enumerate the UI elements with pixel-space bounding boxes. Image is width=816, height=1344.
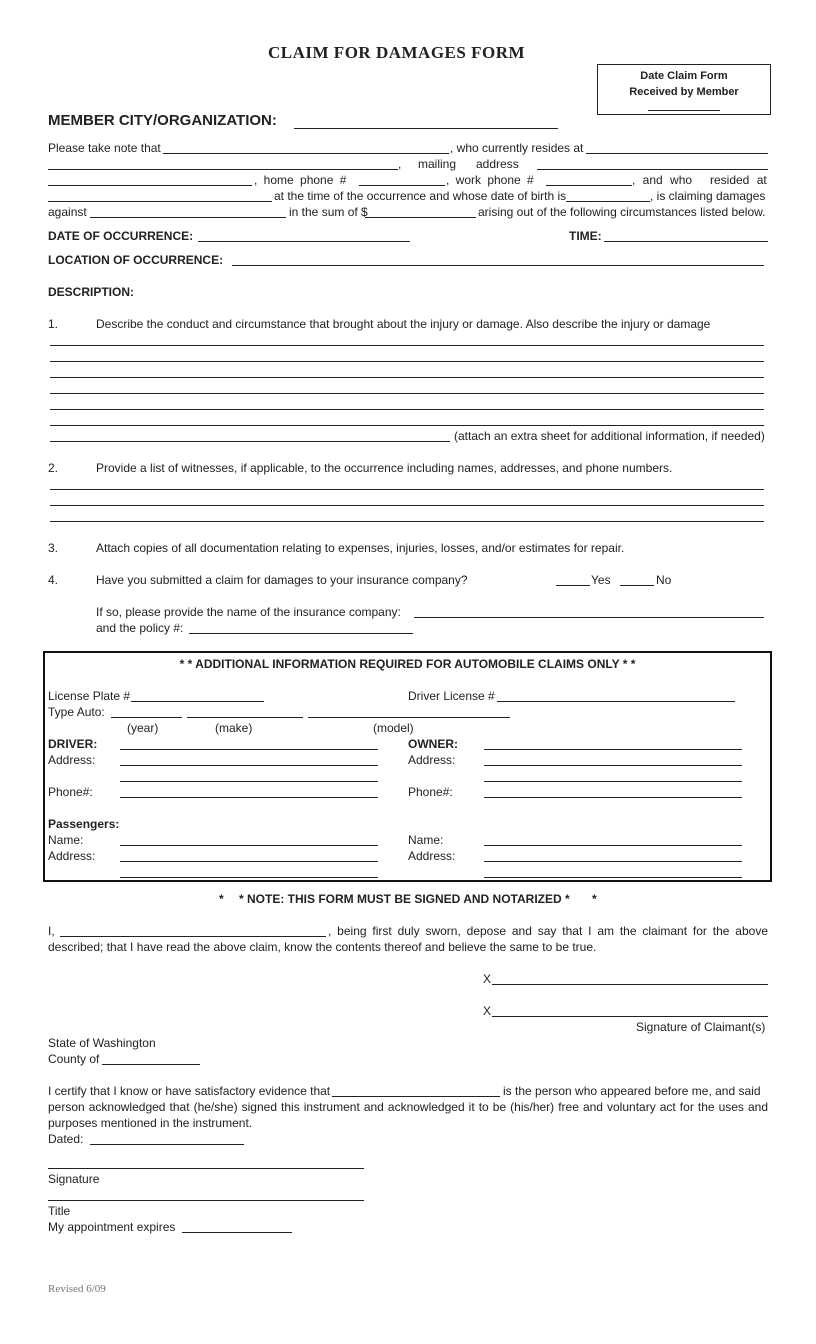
date-occurrence-label: DATE OF OCCURRENCE: [48,229,194,243]
item-1-text: Describe the conduct and circumstance that brought about the injury or damage. Also describe the injury or damage [96,317,711,331]
note-star-right: * [592,892,597,906]
no-field[interactable] [620,585,654,586]
owner-phone-label: Phone#: [408,785,453,799]
description-line[interactable] [50,393,764,394]
auto-model-field[interactable] [308,717,510,718]
time-label: TIME: [569,229,602,243]
mailing-address-field-2[interactable] [48,185,252,186]
appointment-field[interactable] [182,1232,292,1233]
intro-home-phone: , home phone # [254,173,347,187]
passenger-name-label-2: Name: [408,833,444,847]
intro-resides: , who currently resides at [450,141,584,155]
intro-mailing: mailing [418,157,457,171]
description-label: DESCRIPTION: [48,285,135,299]
passenger-address-label: Address: [48,849,96,863]
signature-claimants-label: Signature of Claimant(s) [636,1020,766,1034]
auto-make-field[interactable] [187,717,303,718]
description-line[interactable] [50,441,450,442]
residence-field-2[interactable] [48,169,398,170]
item-4-text: Have you submitted a claim for damages to your insurance company? [96,573,468,587]
type-auto-label: Type Auto: [48,705,105,719]
home-phone-field[interactable] [359,185,445,186]
claimant-oath-name-field[interactable] [60,936,326,937]
dob-field[interactable] [566,201,650,202]
insurance-name-field[interactable] [414,617,764,618]
passengers-label: Passengers: [48,817,120,831]
sum-field[interactable] [365,217,476,218]
driver-label: DRIVER: [48,737,98,751]
oath-line2: described; that I have read the above claim, know the contents thereof and believe the same to be true. [48,940,597,954]
license-plate-label: License Plate # [48,689,131,703]
yes-label: Yes [591,573,611,587]
passenger-2-name-field[interactable] [484,845,742,846]
driver-license-field[interactable] [497,701,735,702]
driver-license-label: Driver License # [408,689,495,703]
item-3-number: 3. [48,541,59,555]
description-line[interactable] [50,345,764,346]
oath-line1: , being first duly sworn, depose and say that I am the claimant for the above [328,924,768,938]
item-4-number: 4. [48,573,59,587]
time-field[interactable] [604,241,768,242]
description-line[interactable] [50,409,764,410]
member-field[interactable] [294,128,558,129]
oath-i: I, [48,924,55,938]
make-caption: (make) [215,721,253,735]
certify-line3: purposes mentioned in the instrument. [48,1116,253,1130]
certify-person-field[interactable] [332,1096,500,1097]
passenger-2-address-field[interactable] [484,861,742,862]
policy-label: and the policy #: [96,621,184,635]
witness-line[interactable] [50,489,764,490]
revised-note: Revised 6/09 [48,1283,106,1295]
passenger-1-address-field-2[interactable] [120,877,378,878]
intro-work-phone: , work phone # [446,173,534,187]
description-line[interactable] [50,377,764,378]
certify-start: I certify that I know or have satisfactory evidence that [48,1084,331,1098]
passenger-2-address-field-2[interactable] [484,877,742,878]
description-line[interactable] [50,361,764,362]
note-star-left: * [219,892,224,906]
description-line[interactable] [50,425,764,426]
dated-field[interactable] [90,1144,244,1145]
item-2-text: Provide a list of witnesses, if applicable, to the occurrence including names, addresses, and phone numbers. [96,461,673,475]
certify-end: is the person who appeared before me, and said [503,1084,761,1098]
driver-address-field[interactable] [120,765,378,766]
driver-name-field[interactable] [120,749,378,750]
claimant-signature-field-1[interactable] [492,984,768,985]
location-field[interactable] [232,265,764,266]
witness-line[interactable] [50,521,764,522]
year-caption: (year) [127,721,159,735]
driver-address-field-2[interactable] [120,781,378,782]
passenger-1-name-field[interactable] [120,845,378,846]
owner-name-field[interactable] [484,749,742,750]
claimant-signature-field-2[interactable] [492,1016,768,1017]
notary-title-field[interactable] [48,1200,364,1201]
intro-arising: arising out of the following circumstances listed below. [478,205,766,219]
owner-address-label: Address: [408,753,456,767]
date-received-box [597,64,771,115]
driver-phone-field[interactable] [120,797,378,798]
yes-field[interactable] [556,585,590,586]
no-label: No [656,573,672,587]
county-label: County of [48,1052,100,1066]
member-label: MEMBER CITY/ORGANIZATION: [48,112,277,129]
intro-please: Please take note that [48,141,161,155]
passenger-name-label: Name: [48,833,84,847]
intro-comma: , [398,157,402,171]
witness-line[interactable] [50,505,764,506]
signature-x1: X [483,972,492,986]
driver-phone-label: Phone#: [48,785,93,799]
notary-title-label: Title [48,1204,71,1218]
item-3-text: Attach copies of all documentation relating to expenses, injuries, losses, and/or estimates for repair. [96,541,625,555]
county-field[interactable] [102,1064,200,1065]
intro-address: address [476,157,519,171]
intro-occurrence-dob: at the time of the occurrence and whose date of birth is [274,189,567,203]
passenger-address-label-2: Address: [408,849,456,863]
signature-x2: X [483,1004,492,1018]
model-caption: (model) [373,721,414,735]
auto-year-field[interactable] [111,717,182,718]
item-2-number: 2. [48,461,59,475]
policy-field[interactable] [189,633,413,634]
residence-field-1[interactable] [586,153,768,154]
location-label: LOCATION OF OCCURRENCE: [48,253,224,267]
owner-address-field-2[interactable] [484,781,742,782]
claimant-name-field[interactable] [163,153,449,154]
form-title: CLAIM FOR DAMAGES FORM [268,43,526,62]
item-1-number: 1. [48,317,59,331]
owner-address-field[interactable] [484,765,742,766]
notarize-note: * NOTE: THIS FORM MUST BE SIGNED AND NOTARIZED * [239,892,570,906]
passenger-1-address-field[interactable] [120,861,378,862]
license-plate-field[interactable] [131,701,264,702]
resided-at-field[interactable] [48,201,272,202]
dated-label: Dated: [48,1132,84,1146]
notary-signature-label: Signature [48,1172,100,1186]
owner-label: OWNER: [408,737,458,751]
date-occurrence-field[interactable] [198,241,410,242]
work-phone-field[interactable] [546,185,632,186]
mailing-address-field-1[interactable] [537,169,768,170]
insurance-name-label: If so, please provide the name of the insurance company: [96,605,401,619]
notary-signature-field[interactable] [48,1168,364,1169]
certify-line2: person acknowledged that (he/she) signed this instrument and acknowledged it to be (his/her) free and voluntary act for the uses and [48,1100,768,1114]
intro-against: against [48,205,87,219]
driver-address-label: Address: [48,753,96,767]
intro-resided-at: resided at [710,173,767,187]
state-label: State of Washington [48,1036,156,1050]
appointment-label: My appointment expires [48,1220,176,1234]
against-field[interactable] [90,217,286,218]
intro-and-who: , and who [632,173,693,187]
intro-sum: in the sum of $ [289,205,368,219]
date-received-field[interactable] [648,110,720,111]
attach-note: (attach an extra sheet for additional information, if needed) [454,429,765,443]
date-box-line1: Date Claim Form [640,70,728,82]
date-box-line2: Received by Member [629,86,739,98]
intro-claiming: , is claiming damages [650,189,766,203]
owner-phone-field[interactable] [484,797,742,798]
auto-heading: * * ADDITIONAL INFORMATION REQUIRED FOR AUTOMOBILE CLAIMS ONLY * * [179,657,636,671]
